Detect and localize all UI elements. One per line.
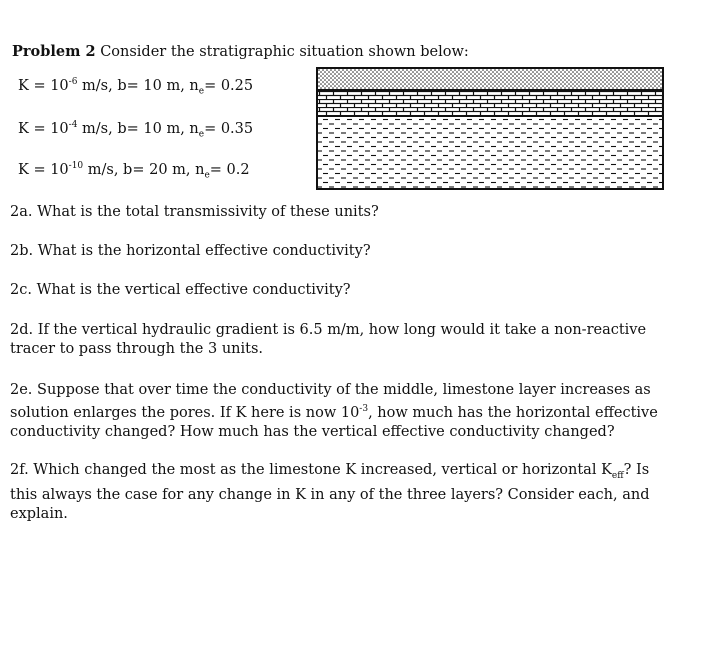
question-2b: 2b. What is the horizontal effective conductivity? — [10, 243, 371, 259]
layer-3-ne-value: = 0.2 — [209, 161, 250, 178]
limestone-layer — [317, 90, 663, 116]
question-2a: 2a. What is the total transmissivity of these units? — [10, 204, 379, 220]
question-2f-subscript: eff — [611, 470, 624, 481]
problem-heading — [12, 42, 469, 62]
layer-3-k-exponent: -10 — [68, 161, 84, 171]
layer-3-k-rest: m/s, b= 20 m, n — [83, 161, 205, 178]
question-2f-start: 2f. Which changed the most as the limestone K increased, vertical or horizontal K — [10, 462, 612, 478]
question-2f-end: ? Is this always the case for any change in K in any of the three layers? Consider each, and explain. — [10, 462, 650, 522]
layer-1-ne-subscript: e — [198, 86, 205, 97]
layer-1-k-rest: m/s, b= 10 m, n — [77, 77, 199, 94]
stratigraphic-column-diagram — [316, 67, 664, 190]
layer-1-properties — [18, 73, 253, 102]
layer-1-k-base: K = 10 — [18, 77, 69, 94]
layer-2-k-rest: m/s, b= 10 m, n — [77, 120, 199, 137]
layer-2-k-base: K = 10 — [18, 120, 69, 137]
layer-2-k-exponent: -4 — [68, 120, 78, 130]
layer-3-k-base: K = 10 — [18, 161, 69, 178]
question-2d: 2d. If the vertical hydraulic gradient is 6.5 m/m, how long would it take a non-reactive tracer to pass through the 3 units. — [10, 322, 647, 357]
layer-1-ne-value: = 0.25 — [204, 77, 254, 94]
question-2e-exponent: -3 — [359, 404, 369, 414]
question-2e-start: 2e. Suppose that over time the conductivity of the middle, limestone layer increases as solution enlarges the pores. If K here is now 10 — [10, 382, 651, 421]
sandstone-layer — [317, 68, 663, 90]
question-2e-end: , how much has the horizontal effective conductivity changed? How much has the vertical effective conductivity changed? — [10, 404, 658, 440]
question-2e — [10, 381, 660, 442]
problem-intro: Consider the stratigraphic situation shown below: — [100, 44, 469, 60]
question-2f — [10, 461, 678, 524]
layer-1-k-exponent: -6 — [68, 77, 78, 87]
question-2c: 2c. What is the vertical effective conductivity? — [10, 282, 351, 298]
layer-2-ne-subscript: e — [198, 129, 205, 140]
layer-3-properties — [18, 157, 250, 186]
layer-2-properties — [18, 116, 253, 145]
problem-label: Problem 2 — [12, 43, 96, 60]
layer-2-ne-value: = 0.35 — [204, 120, 254, 137]
layer-3-ne-subscript: e — [204, 170, 210, 181]
shale-layer — [317, 116, 663, 189]
